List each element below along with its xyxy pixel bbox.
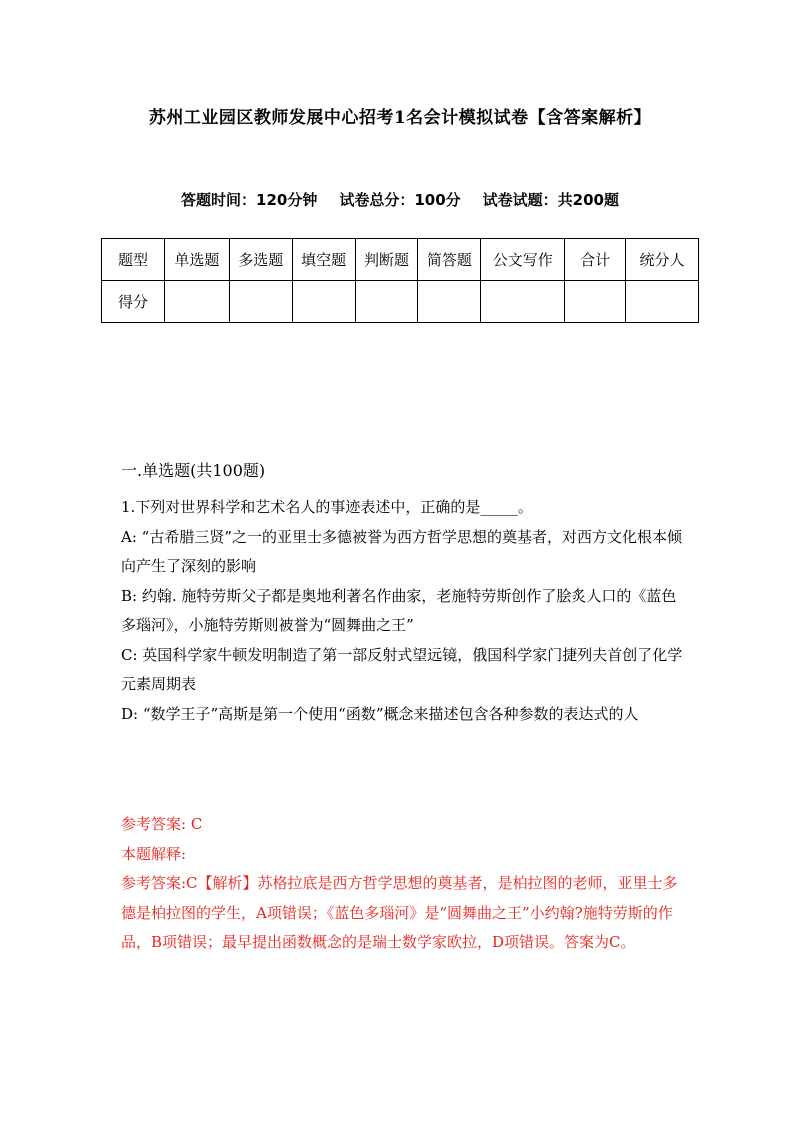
exam-time: 答题时间：120分钟 [181,191,318,209]
option-c: C: 英国科学家牛顿发明制造了第一部反射式望远镜，俄国科学家门捷列夫首创了化学元素周期表 [121,645,683,693]
question-stem: 1.下列对世界科学和艺术名人的事迹表述中，正确的是_____。 [121,498,533,516]
score-table-header-row [102,239,699,281]
score-cell [229,281,292,323]
score-table-header-cell: 单选题 [164,239,229,281]
explanation-label: 本题解释: [121,844,187,863]
score-table-header-cell: 统分人 [626,239,699,281]
score-cell [418,281,481,323]
option-d: D: “数学王子”高斯是第一个使用“函数”概念来描述包含各种参数的表达式的人 [121,704,639,723]
exam-info [0,189,800,210]
score-table-score-row [102,281,699,323]
score-cell [164,281,229,323]
reference-answer: 参考答案: C [121,815,203,833]
question-block [121,493,689,729]
score-table-header-cell: 判断题 [355,239,418,281]
score-table-header-cell: 公文写作 [481,239,565,281]
answer-block [121,810,691,958]
option-b: B: 约翰. 施特劳斯父子都是奥地利著名作曲家，老施特劳斯创作了脍炙人口的《蓝色多瑙河》，小施特劳斯则被誉为“圆舞曲之王” [121,586,677,634]
option-a: A: “古希腊三贤”之一的亚里士多德被誉为西方哲学思想的奠基者，对西方文化根本倾向产生了深刻的影响 [121,527,682,575]
score-row-label: 得分 [102,281,165,323]
score-cell [292,281,355,323]
score-table [101,238,699,323]
section-title: 一.单选题(共100题) [121,461,266,480]
score-table-header-cell: 简答题 [418,239,481,281]
score-cell [626,281,699,323]
score-table-header-cell: 题型 [102,239,165,281]
score-cell [355,281,418,323]
score-table-header-cell: 填空题 [292,239,355,281]
document-title: 苏州工业园区教师发展中心招考1名会计模拟试卷【含答案解析】 [148,108,652,128]
exam-total-score: 试卷总分：100分 [339,191,461,209]
score-table-header-cell: 多选题 [229,239,292,281]
score-cell [481,281,565,323]
exam-question-count: 试卷试题：共200题 [482,191,619,209]
score-table-header-cell: 合计 [565,239,626,281]
score-cell [565,281,626,323]
explanation-text: 参考答案:C【解析】苏格拉底是西方哲学思想的奠基者，是柏拉图的老师，亚里士多德是柏拉图的学生，A项错误；《蓝色多瑙河》是“圆舞曲之王”小约翰?施特劳斯的作品，B项错误；最早提出函数概念的是瑞士数学家欧拉，D项错误。答案为C。 [121,874,678,951]
